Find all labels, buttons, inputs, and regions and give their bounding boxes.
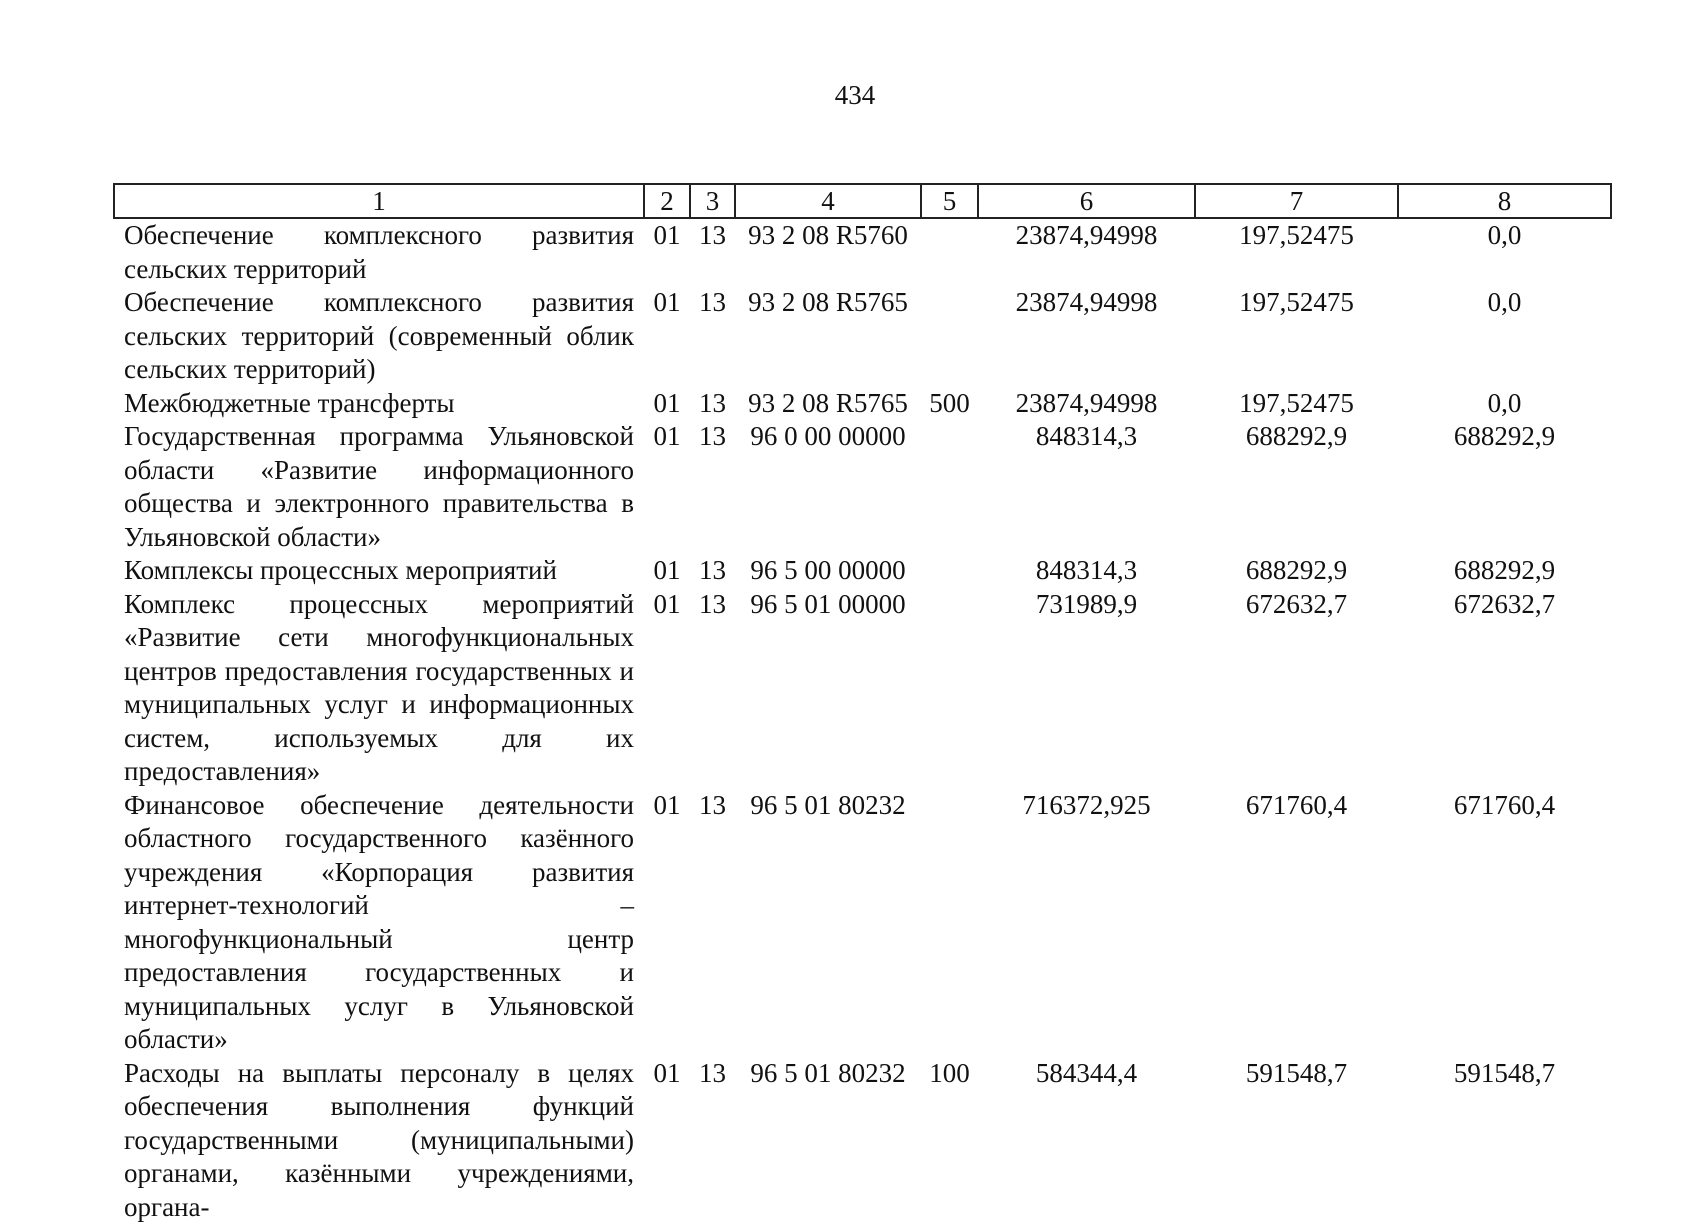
row-name: Комплекс процессных мероприятий «Развитие сети многофункциональных центров предоставления государственных и муниципальных услуг и информационных систем, используемых для их предоставления» bbox=[114, 588, 644, 789]
row-amount-8: 591548,7 bbox=[1398, 1057, 1611, 1224]
row-amount-7: 197,52475 bbox=[1195, 387, 1398, 421]
row-expense-type bbox=[921, 286, 978, 387]
row-target-code: 96 0 00 00000 bbox=[735, 420, 921, 554]
row-name: Финансовое обеспечение деятельности областного государственного казённого учреждения «Корпорация развития интернет-технологий – многофункциональный центр предоставления государственных и муниципальных услуг в Ульяновской области» bbox=[114, 789, 644, 1057]
row-amount-7: 672632,7 bbox=[1195, 588, 1398, 789]
row-amount-8: 688292,9 bbox=[1398, 420, 1611, 554]
row-name: Межбюджетные трансферты bbox=[114, 387, 644, 421]
header-col-1: 1 bbox=[114, 184, 644, 218]
row-subsection: 13 bbox=[690, 1057, 735, 1224]
row-section: 01 bbox=[644, 218, 690, 286]
row-amount-8: 0,0 bbox=[1398, 218, 1611, 286]
row-target-code: 93 2 08 R5765 bbox=[735, 387, 921, 421]
row-amount-7: 591548,7 bbox=[1195, 1057, 1398, 1224]
row-amount-7: 197,52475 bbox=[1195, 286, 1398, 387]
budget-table bbox=[113, 183, 1612, 1224]
row-amount-6: 731989,9 bbox=[978, 588, 1195, 789]
table-body bbox=[114, 218, 1611, 1224]
row-amount-7: 671760,4 bbox=[1195, 789, 1398, 1057]
header-col-3: 3 bbox=[690, 184, 735, 218]
table-row bbox=[114, 420, 1611, 554]
table-row bbox=[114, 286, 1611, 387]
row-subsection: 13 bbox=[690, 387, 735, 421]
row-amount-6: 716372,925 bbox=[978, 789, 1195, 1057]
row-name: Обеспечение комплексного развития сельских территорий (современный облик сельских территорий) bbox=[114, 286, 644, 387]
row-amount-7: 197,52475 bbox=[1195, 218, 1398, 286]
row-expense-type bbox=[921, 420, 978, 554]
row-amount-6: 23874,94998 bbox=[978, 218, 1195, 286]
row-subsection: 13 bbox=[690, 554, 735, 588]
row-target-code: 93 2 08 R5765 bbox=[735, 286, 921, 387]
page-number: 434 bbox=[0, 80, 1695, 110]
row-amount-6: 584344,4 bbox=[978, 1057, 1195, 1224]
header-col-6: 6 bbox=[978, 184, 1195, 218]
row-expense-type: 100 bbox=[921, 1057, 978, 1224]
header-col-2: 2 bbox=[644, 184, 690, 218]
row-target-code: 96 5 01 80232 bbox=[735, 1057, 921, 1224]
row-section: 01 bbox=[644, 387, 690, 421]
row-section: 01 bbox=[644, 554, 690, 588]
row-section: 01 bbox=[644, 1057, 690, 1224]
row-amount-6: 848314,3 bbox=[978, 420, 1195, 554]
row-subsection: 13 bbox=[690, 286, 735, 387]
row-target-code: 96 5 01 00000 bbox=[735, 588, 921, 789]
row-expense-type bbox=[921, 789, 978, 1057]
row-amount-6: 23874,94998 bbox=[978, 286, 1195, 387]
header-col-8: 8 bbox=[1398, 184, 1611, 218]
row-amount-6: 23874,94998 bbox=[978, 387, 1195, 421]
table-row bbox=[114, 789, 1611, 1057]
table-row bbox=[114, 218, 1611, 286]
row-amount-8: 672632,7 bbox=[1398, 588, 1611, 789]
row-amount-8: 0,0 bbox=[1398, 286, 1611, 387]
row-name: Комплексы процессных мероприятий bbox=[114, 554, 644, 588]
row-amount-7: 688292,9 bbox=[1195, 420, 1398, 554]
row-amount-6: 848314,3 bbox=[978, 554, 1195, 588]
table-row bbox=[114, 554, 1611, 588]
row-name: Обеспечение комплексного развития сельских территорий bbox=[114, 218, 644, 286]
header-col-4: 4 bbox=[735, 184, 921, 218]
header-col-5: 5 bbox=[921, 184, 978, 218]
row-target-code: 96 5 01 80232 bbox=[735, 789, 921, 1057]
table-row bbox=[114, 588, 1611, 789]
row-target-code: 96 5 00 00000 bbox=[735, 554, 921, 588]
row-section: 01 bbox=[644, 420, 690, 554]
header-col-7: 7 bbox=[1195, 184, 1398, 218]
row-expense-type bbox=[921, 588, 978, 789]
row-section: 01 bbox=[644, 286, 690, 387]
row-target-code: 93 2 08 R5760 bbox=[735, 218, 921, 286]
row-subsection: 13 bbox=[690, 789, 735, 1057]
row-subsection: 13 bbox=[690, 588, 735, 789]
row-amount-8: 688292,9 bbox=[1398, 554, 1611, 588]
row-expense-type bbox=[921, 218, 978, 286]
row-section: 01 bbox=[644, 789, 690, 1057]
table-row bbox=[114, 387, 1611, 421]
row-section: 01 bbox=[644, 588, 690, 789]
row-subsection: 13 bbox=[690, 218, 735, 286]
row-name: Расходы на выплаты персоналу в целях обеспечения выполнения функций государственными (муниципальными) органами, казёнными учреждениями, органа- bbox=[114, 1057, 644, 1224]
row-amount-8: 671760,4 bbox=[1398, 789, 1611, 1057]
row-expense-type bbox=[921, 554, 978, 588]
header-row bbox=[114, 184, 1611, 218]
row-expense-type: 500 bbox=[921, 387, 978, 421]
row-amount-7: 688292,9 bbox=[1195, 554, 1398, 588]
table-header bbox=[114, 184, 1611, 218]
row-amount-8: 0,0 bbox=[1398, 387, 1611, 421]
row-name: Государственная программа Ульяновской области «Развитие информационного общества и электронного правительства в Ульяновской области» bbox=[114, 420, 644, 554]
row-subsection: 13 bbox=[690, 420, 735, 554]
table-row bbox=[114, 1057, 1611, 1224]
